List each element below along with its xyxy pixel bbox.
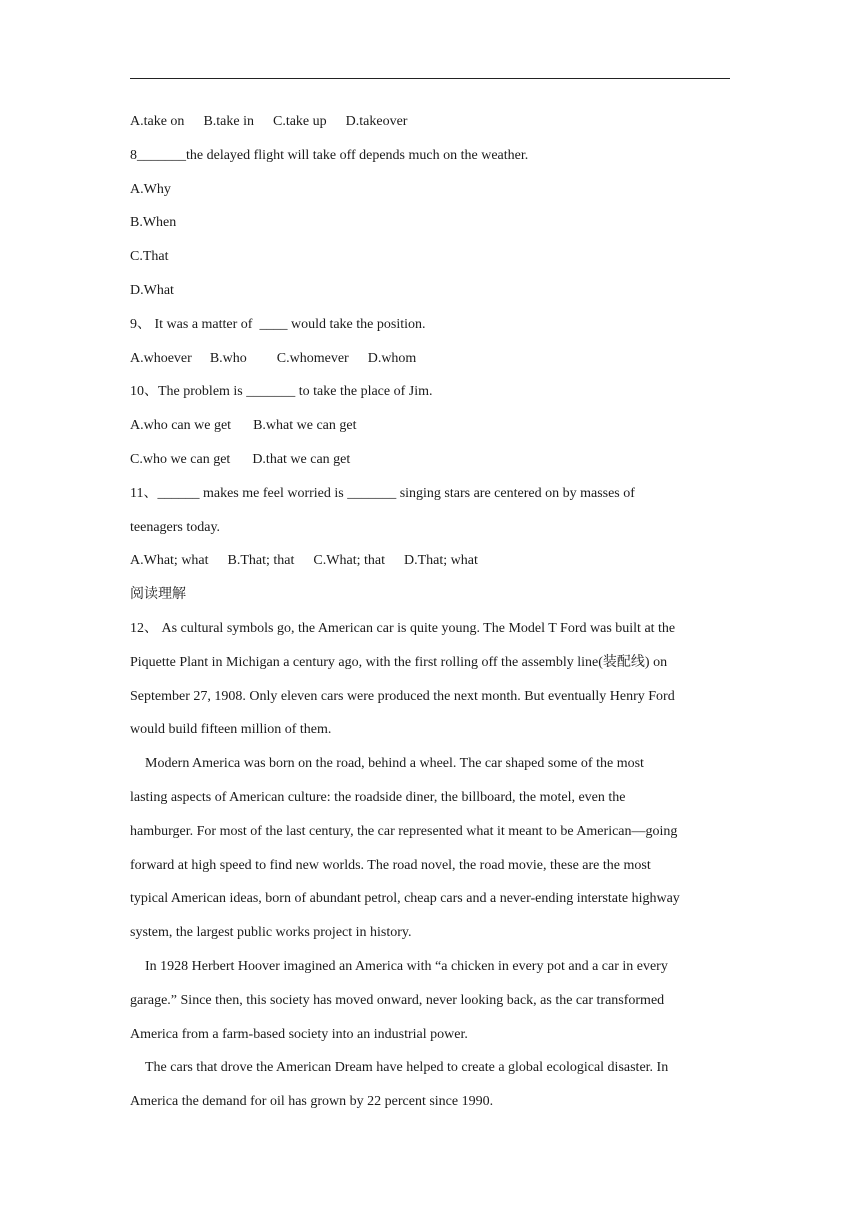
q10-option-d: D.that we can get [252,451,351,467]
passage-line: lasting aspects of American culture: the roadside diner, the billboard, the motel, even the [130,789,626,805]
passage-line: America from a farm-based society into an industrial power. [130,1026,468,1042]
q8-option-a: A.Why [130,181,171,197]
passage-line: In 1928 Herbert Hoover imagined an America with “a chicken in every pot and a car in every [145,958,668,974]
q9-option-c: C.whomever [276,350,349,366]
q11-option-a: A.What; what [130,553,209,569]
q8-option-b: B.When [130,215,177,231]
q10-stem: 10、The problem is _______ to take the place of Jim. [130,384,433,400]
q11-option-b: B.That; that [227,553,295,569]
q8-stem: 8_______the delayed flight will take off depends much on the weather. [130,147,529,163]
q10-option-a: A.who can we get [130,418,232,434]
q11-stem-line1: 11、______ makes me feel worried is _______ singing stars are centered on by masses of [130,485,635,501]
q8-option-c: C.That [130,249,169,265]
q9-options [130,349,730,383]
section-heading: 阅读理解 [130,587,186,603]
passage-line: Modern America was born on the road, behind a wheel. The car shaped some of the most [145,756,644,772]
passage-line: would build fifteen million of them. [130,722,332,738]
q7-option-b: B.take in [203,114,254,129]
q9-stem: 9、 It was a matter of ____ would take the position. [130,316,426,332]
q11-stem-line2: teenagers today. [130,519,221,535]
passage-line: The cars that drove the American Dream have helped to create a global ecological disaster. In [145,1060,669,1076]
q8-option-d: D.What [130,282,174,298]
q10-options-row1 [130,416,730,450]
passage-line: forward at high speed to find new worlds. The road novel, the road movie, these are the most [130,857,651,873]
document-body [130,112,730,1126]
q10-option-b: B.what we can get [253,418,357,434]
q7-option-d: D.takeover [345,114,408,129]
header-rule [130,78,730,79]
q9-option-d: D.whom [367,350,417,366]
q12-paragraph-4 [130,1058,730,1126]
q10-options-row2 [130,450,730,484]
passage-line: September 27, 1908. Only eleven cars were produced the next month. But eventually Henry Ford [130,688,675,704]
q7-option-c: C.take up [272,114,327,129]
passage-line: typical American ideas, born of abundant petrol, cheap cars and a never-ending interstate highway [130,891,680,907]
passage-line: hamburger. For most of the last century, the car represented what it meant to be American—going [130,823,678,839]
q12-paragraph-3 [130,957,730,1058]
passage-line: garage.” Since then, this society has moved onward, never looking back, as the car transformed [130,992,665,1008]
q9-option-b: B.who [209,350,247,366]
passage-line: Piquette Plant in Michigan a century ago, with the first rolling off the assembly line(装配线) on [130,654,668,670]
q10-option-c: C.who we can get [130,451,231,467]
q9-option-a: A.whoever [130,350,192,366]
q11-option-c: C.What; that [313,553,385,569]
passage-line: 12、 As cultural symbols go, the American car is quite young. The Model T Ford was built at the [130,620,676,636]
passage-line: system, the largest public works project in history. [130,925,412,941]
q11-options [130,551,730,585]
q12-paragraph-1 [130,619,730,754]
q7-options [130,112,730,146]
q12-paragraph-2 [130,754,730,957]
q7-option-a: A.take on [130,114,185,129]
passage-line: America the demand for oil has grown by 22 percent since 1990. [130,1094,494,1110]
q11-option-d: D.That; what [403,553,478,569]
